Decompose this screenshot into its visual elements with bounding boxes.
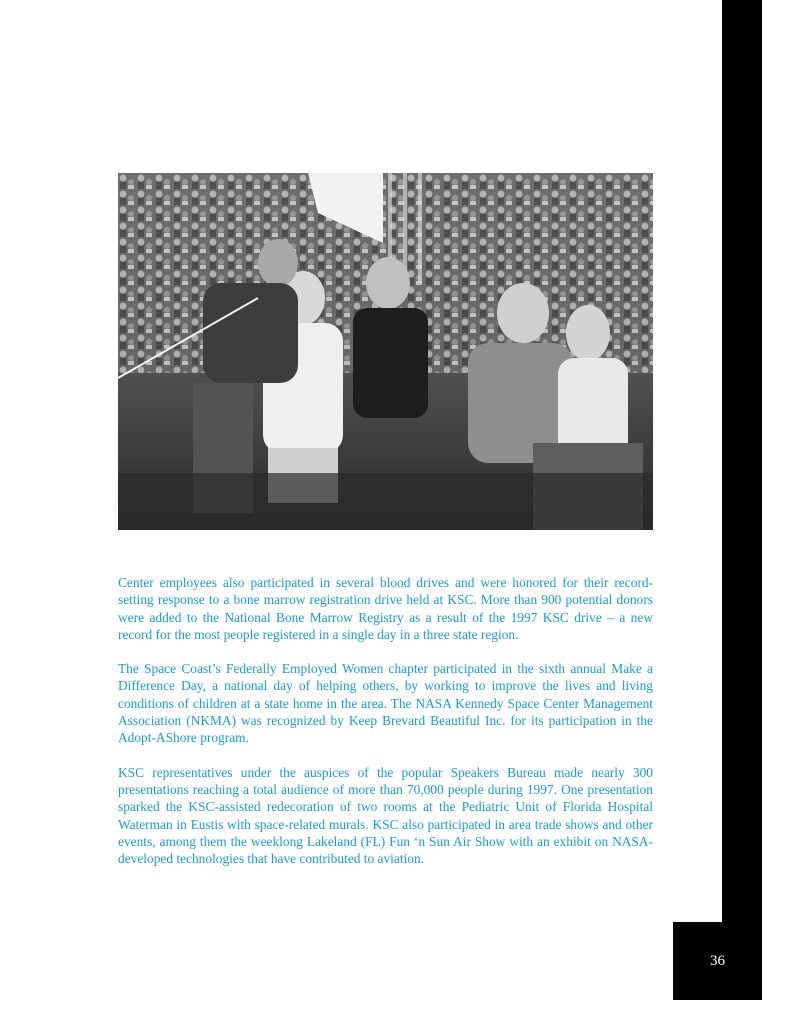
- crowd-photo-illustration: [118, 173, 653, 530]
- paragraph-speakers-bureau: KSC representatives under the auspices of the popular Speakers Bureau made nearly 300 presentations reaching a total audience of more than 70,000 people during 1997. One presentation sparked the KSC-assisted redecoration of two rooms at the Pediatric Unit of Florida Hospital Waterman in Eustis with space-related murals. KSC also participated in area trade shows and other events, among them the weeklong Lakeland (FL) Fun ‘n Sun Air Show with an exhibit on NASA-developed technologies that have contributed to aviation.: [118, 764, 653, 867]
- paragraph-make-a-difference-day: The Space Coast’s Federally Employed Women chapter participated in the sixth annual Make a Difference Day, a national day of helping others, by working to improve the lives and living conditions of children at a state home in the area. The NASA Kennedy Space Center Management Association (NKMA) was recognized by Keep Brevard Beautiful Inc. for its participation in the Adopt-AShore program.: [118, 661, 653, 746]
- black-side-bar: [722, 0, 762, 1000]
- paragraph-blood-drives: Center employees also participated in several blood drives and were honored for their record-setting response to a bone marrow registration drive held at KSC. More than 900 potential donors were added to the National Bone Marrow Registry as a result of the 1997 KSC drive – a new record for the most people registered in a single day in a three state region.: [118, 575, 653, 642]
- page-number: 36: [710, 952, 725, 969]
- page-number-box: [673, 922, 762, 1000]
- crowd-photo: [118, 173, 653, 530]
- body-text: [118, 574, 653, 884]
